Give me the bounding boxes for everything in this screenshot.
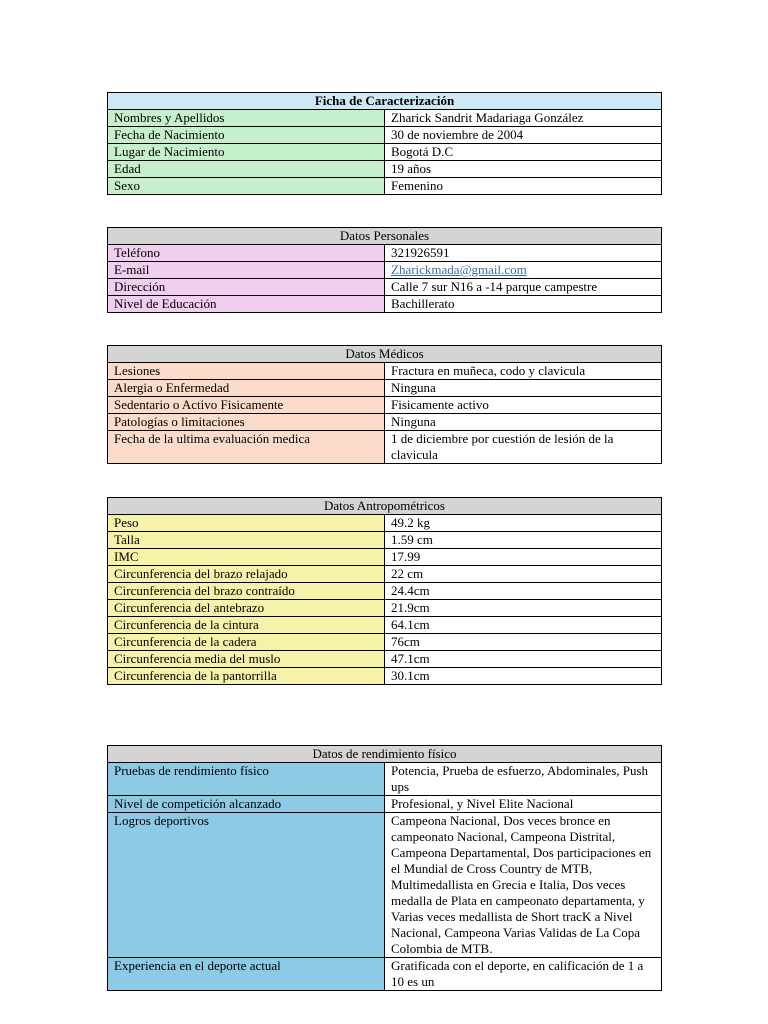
field-label: Peso <box>108 515 385 532</box>
datos-antropometricos-table <box>107 497 662 685</box>
field-value: 321926591 <box>385 245 662 262</box>
field-label: Circunferencia media del muslo <box>108 651 385 668</box>
field-value: 47.1cm <box>385 651 662 668</box>
field-label: Talla <box>108 532 385 549</box>
datos-rendimiento-table <box>107 745 662 991</box>
rendimiento-title: Datos de rendimiento físico <box>108 746 662 763</box>
field-label: Circunferencia de la pantorrilla <box>108 668 385 685</box>
field-value: Fractura en muñeca, codo y clavicula <box>385 363 662 380</box>
medicos-title: Datos Médicos <box>108 346 662 363</box>
field-label: Teléfono <box>108 245 385 262</box>
ficha-title: Ficha de Caracterización <box>108 93 662 110</box>
field-label: Lesiones <box>108 363 385 380</box>
field-value: Fisicamente activo <box>385 397 662 414</box>
email-link[interactable]: Zharickmada@gmail.com <box>391 262 527 277</box>
antropometricos-title: Datos Antropométricos <box>108 498 662 515</box>
datos-medicos-table <box>107 345 662 464</box>
field-label: Circunferencia del brazo contraído <box>108 583 385 600</box>
field-value: Campeona Nacional, Dos veces bronce en campeonato Nacional, Campeona Distrital, Campeona Departamental, Dos participaciones en el Mundial de Cross Country de MTB, Multimedallista en Grecia e Italia, Dos veces medalla de Plata en campeonato departamenta, y Varias veces medallista de Short tracK a Nivel Nacional, Campeona Varias Validas de La Copa Colombia de MTB. <box>385 813 662 958</box>
field-label: Nivel de competición alcanzado <box>108 796 385 813</box>
field-value: Ninguna <box>385 380 662 397</box>
field-value: 30 de noviembre de 2004 <box>385 127 662 144</box>
field-value: Ninguna <box>385 414 662 431</box>
datos-personales-table <box>107 227 662 313</box>
field-label: Sexo <box>108 178 385 195</box>
field-value: 22 cm <box>385 566 662 583</box>
field-label: IMC <box>108 549 385 566</box>
field-label: Circunferencia del brazo relajado <box>108 566 385 583</box>
field-value: Femenino <box>385 178 662 195</box>
field-label: Nivel de Educación <box>108 296 385 313</box>
field-value: 24.4cm <box>385 583 662 600</box>
field-value: Gratificada con el deporte, en calificación de 1 a 10 es un <box>385 958 662 991</box>
field-label: Lugar de Nacimiento <box>108 144 385 161</box>
field-value: Potencia, Prueba de esfuerzo, Abdominales, Push ups <box>385 763 662 796</box>
field-value: Bogotá D.C <box>385 144 662 161</box>
field-label: Logros deportivos <box>108 813 385 958</box>
field-label: Fecha de la ultima evaluación medica <box>108 431 385 464</box>
field-value: Bachillerato <box>385 296 662 313</box>
field-label: Pruebas de rendimiento físico <box>108 763 385 796</box>
field-value: 17.99 <box>385 549 662 566</box>
field-label: Circunferencia del antebrazo <box>108 600 385 617</box>
field-value: 19 años <box>385 161 662 178</box>
field-label: Patologías o limitaciones <box>108 414 385 431</box>
field-label: Nombres y Apellidos <box>108 110 385 127</box>
ficha-caracterizacion-table <box>107 92 662 195</box>
field-label: Edad <box>108 161 385 178</box>
field-value: Profesional, y Nivel Elite Nacional <box>385 796 662 813</box>
field-label: Circunferencia de la cintura <box>108 617 385 634</box>
field-value: Zharick Sandrit Madariaga González <box>385 110 662 127</box>
field-value: 76cm <box>385 634 662 651</box>
field-value: 1 de diciembre por cuestión de lesión de la clavicula <box>385 431 662 464</box>
field-value: 21.9cm <box>385 600 662 617</box>
field-value: 49.2 kg <box>385 515 662 532</box>
field-label: Experiencia en el deporte actual <box>108 958 385 991</box>
email-cell <box>385 262 662 279</box>
field-label: Fecha de Nacimiento <box>108 127 385 144</box>
field-label: Sedentario o Activo Fisicamente <box>108 397 385 414</box>
field-value: 1.59 cm <box>385 532 662 549</box>
field-value: 30.1cm <box>385 668 662 685</box>
field-label: E-mail <box>108 262 385 279</box>
field-value: Calle 7 sur N16 a -14 parque campestre <box>385 279 662 296</box>
field-label: Alergia o Enfermedad <box>108 380 385 397</box>
personales-title: Datos Personales <box>108 228 662 245</box>
field-label: Dirección <box>108 279 385 296</box>
field-value: 64.1cm <box>385 617 662 634</box>
field-label: Circunferencia de la cadera <box>108 634 385 651</box>
